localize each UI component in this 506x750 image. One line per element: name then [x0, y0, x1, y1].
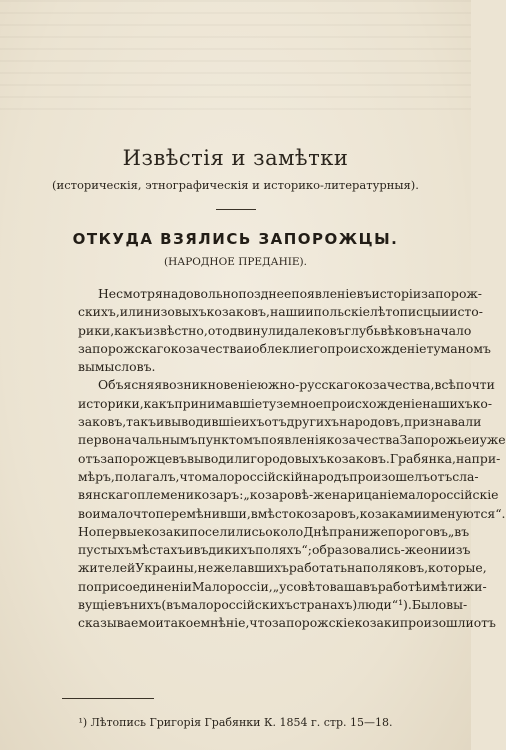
- text-line: отъ запорожцевъ выводили городовыхъ козаковъ. Грабянка, напри-: [78, 450, 501, 466]
- text-line: мѣръ, полагалъ, что малороссійскій народъ произошелъ отъ сла-: [78, 468, 479, 484]
- paragraph: [78, 376, 506, 632]
- article-body: [78, 285, 506, 633]
- bleed-through-texture: [0, 0, 471, 110]
- divider-rule: [216, 209, 256, 210]
- footnote-rule: [62, 698, 154, 699]
- footnote: ¹) Лѣтопись Григорія Грабянки К. 1854 г. стр. 15—18.: [78, 716, 393, 729]
- article-title: ОТКУДА ВЗЯЛИСЬ ЗАПОРОЖЦЫ.: [72, 230, 399, 248]
- text-line: рики, какъ извѣстно, отодвинули далеко въ глубь вѣковъ начало: [78, 322, 472, 338]
- text-line: скихъ, или низовыхъ козаковъ, наши и польскіе лѣтописцы и истo-: [78, 304, 483, 320]
- article-subtitle: (НАРОДНОЕ ПРЕДАНІЕ).: [164, 256, 307, 268]
- text-line: жителей Украины, не желавшихъ работать на поляковъ, которые,: [78, 560, 487, 576]
- text-line: вымысловъ.: [78, 359, 156, 375]
- text-line: сказываемо и такое мнѣніе, что запорожскіе козаки произошли отъ: [78, 615, 496, 631]
- text-line: запорожскаго козачества и облекли его происхожденіе туманомъ: [78, 340, 491, 356]
- text-line: заковъ, такъ и выводившіе ихъ отъ другихъ народовъ, признавали: [78, 414, 482, 430]
- section-subtitle: (историческія, этнографическія и историко-литературныя).: [52, 178, 419, 192]
- text-line: Но первые козаки поселились около Днѣпра ниже пороговъ „въ: [78, 523, 470, 539]
- text-line: вянскаго племени козаръ: „козаровѣ-же нарицаніе малороссійскіе: [78, 487, 499, 503]
- text-line: Объясняя возникновеніе южно-русскаго козачества, всѣ почти: [98, 377, 495, 393]
- text-line: Не смотря на довольно позднее появленіе въ исторіи запорож-: [98, 286, 482, 301]
- text-line: первоначальнымъ пунктомъ появленія козачества Запорожье и уже: [78, 432, 506, 448]
- text-line: по присоединеніи Малороссіи, „усовѣтоваша въ работѣ имѣти жи-: [78, 578, 487, 594]
- text-line: вущіе въ нихъ (въ малороссійскихъ странахъ) люди“ ¹). Было вы-: [78, 597, 468, 613]
- text-line: вои мало что перемѣнивши, вмѣсто козаровъ, козаками именуются“.: [78, 505, 506, 521]
- text-line: пустыхъ мѣстахъ и въ дикихъ поляхъ“; образовались-же они изъ: [78, 542, 471, 558]
- section-title: Извѣстія и замѣтки: [122, 146, 349, 170]
- paragraph: [78, 285, 491, 376]
- text-line: историки, какъ принимавшіе туземное происхожденіе нашихъ ко-: [78, 395, 493, 411]
